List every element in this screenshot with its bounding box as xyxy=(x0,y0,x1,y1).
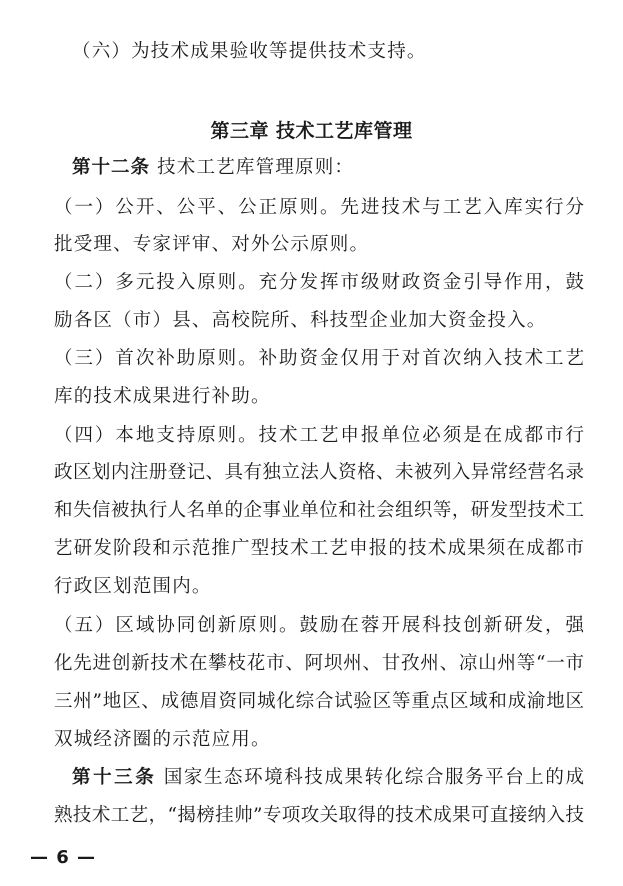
article-13-text: 国家生态环境科技成果转化综合服务平台上的成 xyxy=(163,767,584,788)
chapter-title: 第三章 技术工艺库管理 xyxy=(210,120,413,142)
article-13-line-2: 熟技术工艺，“揭榜挂帅”专项攻关取得的技术成果可直接纳入技 xyxy=(54,805,584,826)
principle-4-line-2: 政区划内注册登记、具有独立法人资格、未被列入异常经营名录 xyxy=(54,462,584,483)
principle-1-line-2: 批受理、专家评审、对外公示原则。 xyxy=(54,234,370,255)
article-12-label: 第十二条 xyxy=(72,157,151,178)
item-six: （六）为技术成果验收等提供技术支持。 xyxy=(72,41,427,62)
article-13-label: 第十三条 xyxy=(72,767,157,788)
principle-3-line-2: 库的技术成果进行补助。 xyxy=(54,386,271,407)
principle-5-line-3: 三州”地区、成德眉资同城化综合试验区等重点区域和成渝地区 xyxy=(54,691,584,712)
article-13-line-1 xyxy=(72,766,584,790)
principle-2-line-1: （二）多元投入原则。充分发挥市级财政资金引导作用，鼓 xyxy=(54,272,584,293)
principle-2-line-2: 励各区（市）县、高校院所、科技型企业加大资金投入。 xyxy=(54,310,547,331)
article-12 xyxy=(72,156,354,180)
principle-1-line-1: （一）公开、公平、公正原则。先进技术与工艺入库实行分 xyxy=(54,197,584,218)
principle-5-line-4: 双城经济圈的示范应用。 xyxy=(54,729,271,750)
principle-3-line-1: （三）首次补助原则。补助资金仅用于对首次纳入技术工艺 xyxy=(54,348,584,369)
principle-5-line-1: （五）区域协同创新原则。鼓励在蓉开展科技创新研发，强 xyxy=(54,615,584,636)
principle-4-line-4: 艺研发阶段和示范推广型技术工艺申报的技术成果须在成都市 xyxy=(54,538,584,559)
principle-4-line-5: 行政区划范围内。 xyxy=(54,576,212,597)
principle-5-line-2: 化先进创新技术在攀枝花市、阿坝州、甘孜州、凉山州等“一市 xyxy=(54,653,584,674)
principle-4-line-1: （四）本地支持原则。技术工艺申报单位必须是在成都市行 xyxy=(54,425,584,446)
article-12-text: 技术工艺库管理原则： xyxy=(157,157,355,178)
page-number: — 6 — xyxy=(30,847,97,868)
principle-4-line-3: 和失信被执行人名单的企事业单位和社会组织等，研发型技术工 xyxy=(54,500,584,521)
